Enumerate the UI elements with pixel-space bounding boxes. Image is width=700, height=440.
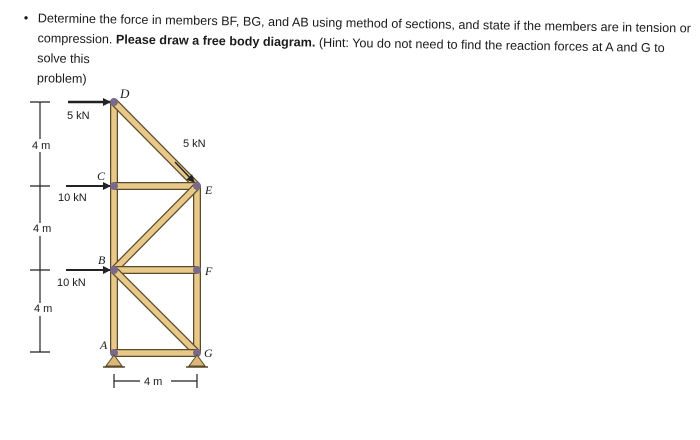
problem-line-2-normal: compression. [37, 31, 117, 47]
load-label-mid: 10 kN [58, 192, 87, 204]
node-label-d: D [120, 86, 130, 101]
node-label-f: F [205, 264, 213, 278]
joint-d [110, 98, 118, 106]
node-label-b: B [98, 253, 106, 267]
joint-e [193, 182, 201, 190]
joint-f [193, 266, 201, 274]
load-label-lower: 10 kN [57, 277, 86, 289]
problem-line-2-rest: (Hint: You do not need to find the reaction forces at A and G to solve this [37, 35, 665, 67]
dimension-label-vertical-3: 4 m [34, 303, 53, 315]
dimension-label-vertical-2: 4 m [33, 223, 52, 235]
node-label-e: E [205, 183, 213, 197]
bullet-marker: • [23, 10, 29, 26]
load-label-top: 5 kN [67, 110, 90, 122]
node-label-g: G [204, 346, 213, 360]
member-be-diagonal [114, 186, 197, 270]
load-label-right: 5 kN [183, 138, 206, 150]
node-label-a: A [100, 338, 108, 352]
problem-line-2-bold: Please draw a free body diagram. [115, 32, 316, 50]
dimension-label-vertical-1: 4 m [32, 140, 51, 152]
joint-c [110, 182, 118, 190]
joint-b [110, 266, 118, 274]
member-bg-diagonal [114, 270, 197, 353]
node-label-c: C [97, 169, 106, 183]
problem-line-3-text: problem) [36, 71, 87, 86]
problem-line-1-text: Determine the force in members BF, BG, and AB using method of sections, and state if the members are in tension or [37, 11, 691, 36]
dimension-label-horizontal: 4 m [144, 376, 163, 388]
